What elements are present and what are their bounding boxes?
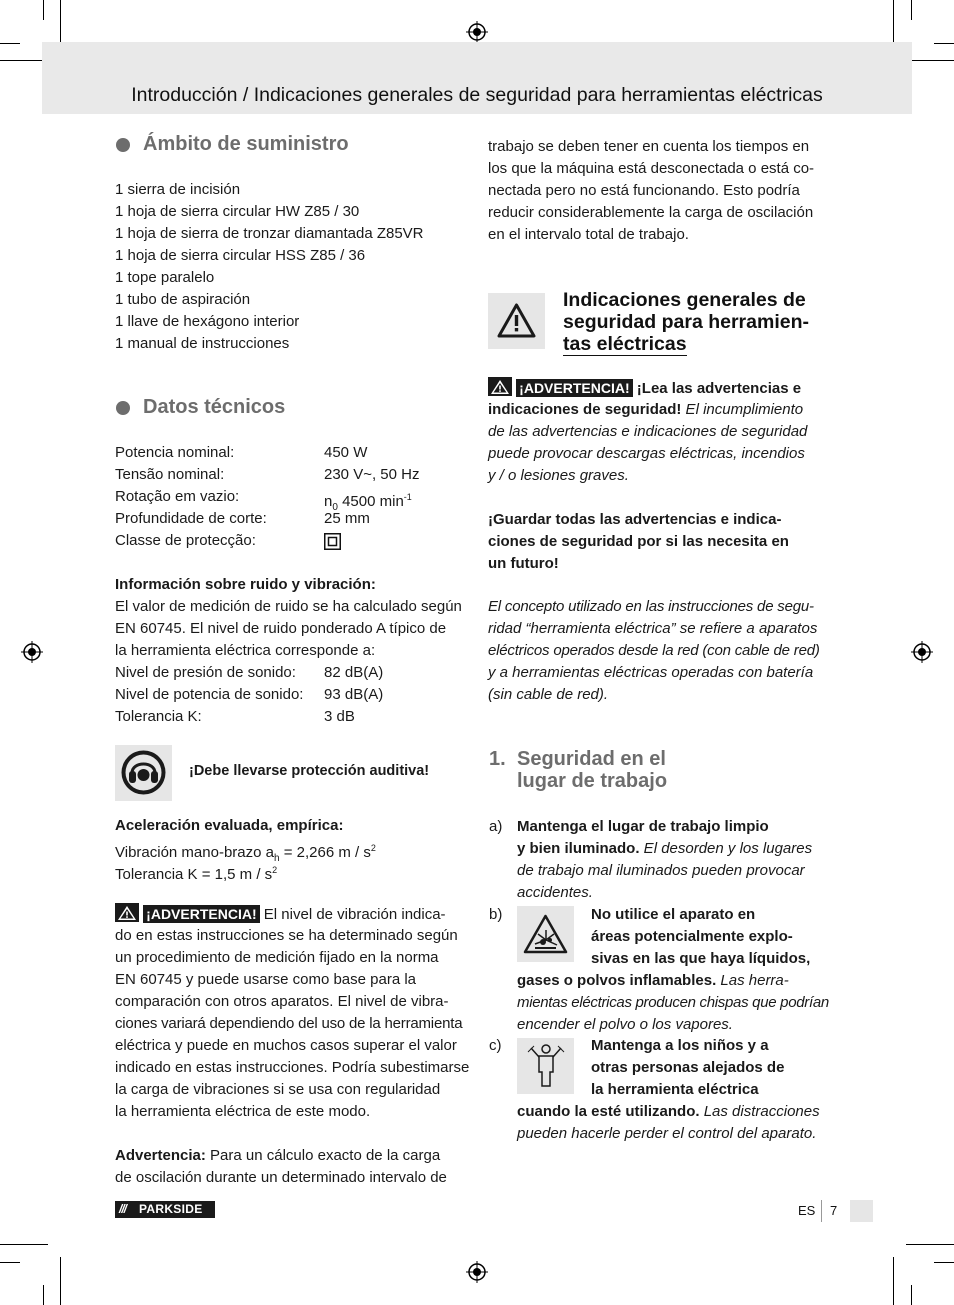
acceleration-tolerance: Tolerancia K = 1,5 m / $s^2$ xyxy=(115,865,278,883)
class-ii-insulation-icon xyxy=(324,533,341,550)
brand-logo: /// PARKSIDE xyxy=(115,1201,215,1218)
crop-mark xyxy=(906,60,954,61)
paragraph-line: El valor de medición de ruido se ha calculado según xyxy=(115,598,462,615)
paragraph-line: Mantenga el lugar de trabajo limpio xyxy=(517,818,769,835)
paragraph-line: la herramienta eléctrica corresponde a: xyxy=(115,642,376,659)
crop-mark xyxy=(60,0,61,48)
paragraph-line: El concepto utilizado en las instrucciones de segu- xyxy=(488,598,814,615)
crop-mark xyxy=(911,0,912,20)
noise-heading: Información sobre ruido y vibración: xyxy=(115,576,376,593)
paragraph-line: gases o polvos inflamables. Las herra- xyxy=(517,972,789,989)
paragraph-line: ciones variará dependiendo del uso de la herramienta xyxy=(115,1015,463,1032)
paragraph-line: accidentes. xyxy=(517,884,593,901)
paragraph-line: indicado en estas instrucciones. Podría subestimarse xyxy=(115,1059,470,1076)
paragraph-line: eléctricos operados desde la red (con cable de red) xyxy=(488,642,820,659)
keep-children-away-icon xyxy=(525,1042,567,1090)
table-row-label: Tolerancia K: xyxy=(115,708,202,725)
paragraph-line: cuando la esté utilizando. Las distracciones xyxy=(517,1103,820,1120)
table-row-label: Potencia nominal: xyxy=(115,444,235,461)
paragraph-line: EN 60745. El nivel de ruido ponderado A típico de xyxy=(115,620,447,637)
footer-divider xyxy=(821,1200,822,1222)
section-heading: Seguridad en el lugar de trabajo xyxy=(517,748,668,792)
ear-protection-icon-box xyxy=(115,745,172,801)
keep-children-away-icon-box xyxy=(517,1038,574,1094)
paragraph-line: los que la máquina está desconectada o está co- xyxy=(488,160,815,177)
list-item: 1 hoja de sierra de tronzar diamantada Z85VR xyxy=(115,225,424,242)
paragraph-line: reducir considerablemente la carga de oscilación xyxy=(488,204,814,221)
keep-notice-line: un futuro! xyxy=(488,555,559,572)
table-row-value: 450 W xyxy=(324,444,368,461)
paragraph-line: áreas potencialmente explo- xyxy=(591,928,793,945)
table-row-label: Nivel de presión de sonido: xyxy=(115,664,296,681)
table-row-label: Nivel de potencia de sonido: xyxy=(115,686,304,703)
keep-notice-line: ciones de seguridad por si las necesita en xyxy=(488,533,789,550)
paragraph-line: en el intervalo total de trabajo. xyxy=(488,226,689,243)
crop-mark xyxy=(60,1257,61,1305)
section-bullet-icon xyxy=(116,138,130,152)
crop-mark xyxy=(0,1244,48,1245)
paragraph-line: y a herramientas eléctricas operadas con batería xyxy=(488,664,814,681)
list-item: 1 tubo de aspiración xyxy=(115,291,251,308)
crop-mark xyxy=(934,43,954,44)
registration-mark-icon xyxy=(466,1261,488,1283)
table-row-value: 82 dB(A) xyxy=(324,664,384,681)
paragraph-line: Mantenga a los niños y a xyxy=(591,1037,769,1054)
list-item: 1 hoja de sierra circular HW Z85 / 30 xyxy=(115,203,360,220)
paragraph-line: comparación con otros aparatos. El nivel de vibra- xyxy=(115,993,449,1010)
list-item: 1 tope paralelo xyxy=(115,269,215,286)
explosive-atmosphere-icon xyxy=(523,914,568,954)
table-row-value: 93 dB(A) xyxy=(324,686,384,703)
warning-triangle-icon xyxy=(115,903,139,922)
explosive-icon-box xyxy=(517,906,574,962)
scope-heading: Ámbito de suministro xyxy=(143,133,349,155)
acceleration-value: Vibración mano-brazo $a_h = 2,266$ m / $s^2$ xyxy=(115,843,376,864)
page-number: 7 xyxy=(830,1203,838,1218)
list-item: 1 llave de hexágono interior xyxy=(115,313,300,330)
keep-notice-line: ¡Guardar todas las advertencias e indica- xyxy=(488,511,782,528)
warning-badge: ¡ADVERTENCIA! xyxy=(143,905,259,923)
paragraph-line: de oscilación durante un determinado intervalo de xyxy=(115,1169,447,1186)
crop-mark xyxy=(0,1262,20,1263)
safety-heading: Indicaciones generales de seguridad para herramien- tas eléctricas xyxy=(563,289,809,355)
tech-heading: Datos técnicos xyxy=(143,396,286,418)
language-code: ES xyxy=(798,1203,816,1218)
advertencia-line: Advertencia: Para un cálculo exacto de la carga xyxy=(115,1147,441,1164)
ear-protection-notice: ¡Debe llevarse protección auditiva! xyxy=(189,763,430,779)
paragraph-line: un procedimiento de medición fijado en la norma xyxy=(115,949,439,966)
page-tab xyxy=(850,1200,873,1222)
paragraph-line: la herramienta eléctrica de este modo. xyxy=(115,1103,371,1120)
paragraph-line: la herramienta eléctrica xyxy=(591,1081,759,1098)
paragraph-line: encender el polvo o los vapores. xyxy=(517,1016,733,1033)
acceleration-heading: Aceleración evaluada, empírica: xyxy=(115,817,344,834)
section-number: 1. xyxy=(489,748,506,770)
crop-mark xyxy=(911,1285,912,1305)
page-title: Introducción / Indicaciones generales de seguridad para herramientas eléctricas xyxy=(131,84,823,106)
paragraph-line: y bien iluminado. El desorden y los lugares xyxy=(517,840,813,857)
paragraph-line: indicaciones de seguridad! El incumplimiento xyxy=(488,401,804,418)
table-row-value: $n_0$ 4500 $\min^{-1}$ xyxy=(324,492,412,513)
paragraph-line: la carga de vibraciones si se usa con regularidad xyxy=(115,1081,441,1098)
paragraph-line: puede provocar descargas eléctricas, incendios xyxy=(488,445,805,462)
warning-triangle-icon xyxy=(488,377,512,396)
registration-mark-icon xyxy=(911,641,933,663)
paragraph-line: ridad “herramienta eléctrica” se refiere a aparatos xyxy=(488,620,818,637)
warning-triangle-icon xyxy=(497,303,536,338)
list-item: 1 hoja de sierra circular HSS Z85 / 36 xyxy=(115,247,366,264)
paragraph-line: nectada pero no está funcionando. Esto podría xyxy=(488,182,800,199)
crop-mark xyxy=(906,1244,954,1245)
safety-warning-line: ¡ADVERTENCIA! ¡Lea las advertencias e xyxy=(488,377,801,400)
safety-warning-icon-box xyxy=(488,293,545,349)
table-row-label: Rotação em vazio: xyxy=(115,488,240,505)
item-letter: b) xyxy=(489,906,503,923)
paragraph-line: y / o lesiones graves. xyxy=(488,467,629,484)
crop-mark xyxy=(893,0,894,48)
registration-mark-icon xyxy=(466,21,488,43)
list-item: 1 manual de instrucciones xyxy=(115,335,290,352)
crop-mark xyxy=(0,43,20,44)
vibration-warning-line: ¡ADVERTENCIA! El nivel de vibración indica- xyxy=(115,903,446,926)
item-letter: c) xyxy=(489,1037,502,1054)
table-row-label: Classe de protecção: xyxy=(115,532,256,549)
table-row-label: Profundidade de corte: xyxy=(115,510,267,527)
paragraph-line: trabajo se deben tener en cuenta los tiempos en xyxy=(488,138,810,155)
paragraph-line: do en estas instrucciones se ha determinado según xyxy=(115,927,458,944)
paragraph-line: otras personas alejados de xyxy=(591,1059,785,1076)
paragraph-line: de las advertencias e indicaciones de seguridad xyxy=(488,423,808,440)
paragraph-line: pueden hacerle perder el control del aparato. xyxy=(517,1125,817,1142)
crop-mark xyxy=(893,1257,894,1305)
table-row-value: 3 dB xyxy=(324,708,355,725)
crop-mark xyxy=(43,0,44,20)
paragraph-line: (sin cable de red). xyxy=(488,686,609,703)
crop-mark xyxy=(934,1262,954,1263)
registration-mark-icon xyxy=(21,641,43,663)
crop-mark xyxy=(43,1285,44,1305)
paragraph-line: No utilice el aparato en xyxy=(591,906,756,923)
table-row-label: Tensão nominal: xyxy=(115,466,225,483)
paragraph-line: sivas en las que haya líquidos, xyxy=(591,950,811,967)
crop-mark xyxy=(0,60,48,61)
table-row-value: 25 mm xyxy=(324,510,370,527)
list-item: 1 sierra de incisión xyxy=(115,181,241,198)
item-letter: a) xyxy=(489,818,503,835)
ear-protection-icon xyxy=(120,749,167,796)
warning-badge: ¡ADVERTENCIA! xyxy=(516,379,632,397)
paragraph-line: eléctrica y puede en muchos casos superar el valor xyxy=(115,1037,457,1054)
section-bullet-icon xyxy=(116,401,130,415)
paragraph-line: de trabajo mal iluminados pueden provocar xyxy=(517,862,805,879)
paragraph-line: mientas eléctricas producen chispas que podrían xyxy=(517,994,829,1011)
table-row-value: 230 V~, 50 Hz xyxy=(324,466,420,483)
paragraph-line: EN 60745 y puede usarse como base para la xyxy=(115,971,417,988)
